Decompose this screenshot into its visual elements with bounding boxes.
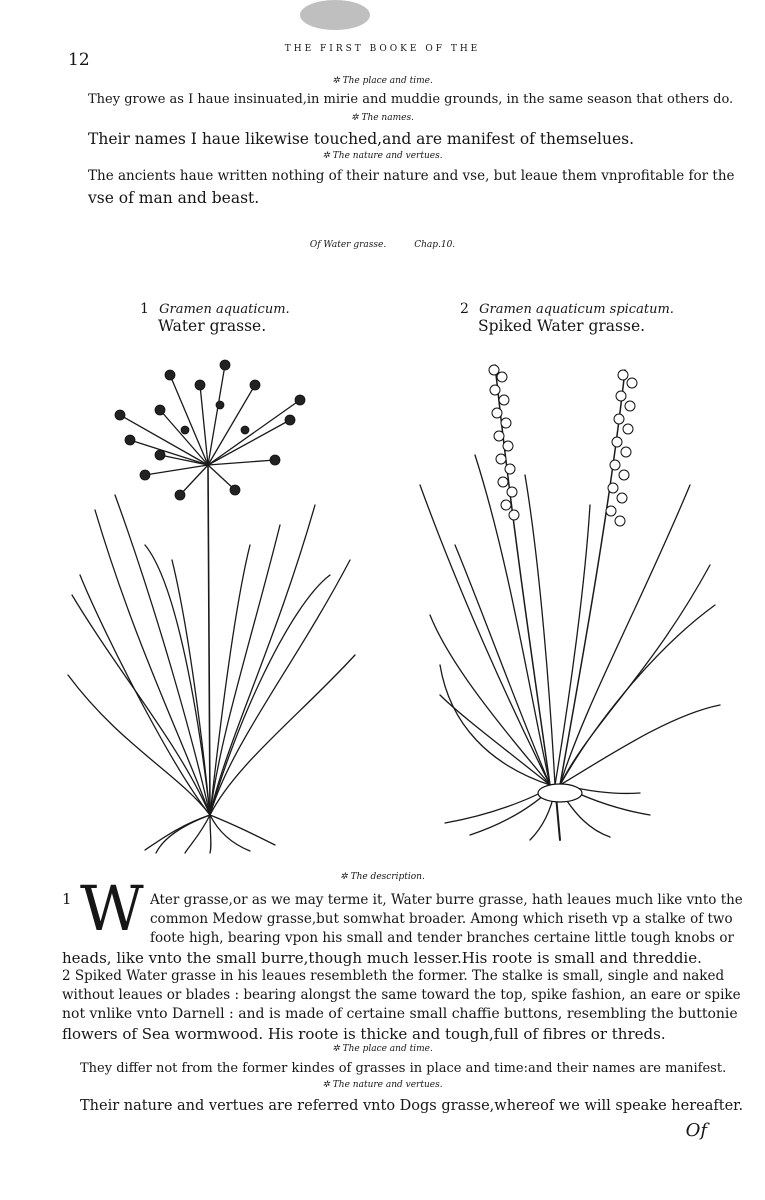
catchword: Of [685,1120,707,1141]
running-header: THE FIRST BOOKE OF THE [284,44,481,54]
description-line-5: 2 Spiked Water grasse in his leaues resembleth the former. The stalke is small, single and naked [62,968,725,984]
chapter-heading [0,240,765,250]
nature-text-line-1: The ancients haue written nothing of their nature and vse, but leaue them vnprofitable for the [88,168,735,184]
description-line-8: flowers of Sea wormwood. His roote is thicke and tough,full of fibres or threds. [62,1025,666,1043]
figure-2-english-name: Spiked Water grasse. [478,317,646,335]
figure-2-caption [460,298,674,335]
description-line-3: foote high, bearing vpon his small and tender branches certaine little tough knobs or [150,930,734,946]
figure-1-latin-name: Gramen aquaticum. [159,302,290,317]
place-time-text: They growe as I haue insinuated,in mirie and muddie grounds, in the same season that others do. [88,92,734,107]
bottom-nature-text: Their nature and vertues are referred vnto Dogs grasse,whereof we will speake hereafter. [80,1098,744,1114]
description-heading: ✲ The description. [340,872,425,882]
bottom-place-time-text: They differ not from the former kindes of grasses in place and time:and their names are manifest. [80,1061,727,1076]
figure-1-caption [140,298,290,335]
page-number: 12 [68,50,90,70]
figure-1-english-name: Water grasse. [158,317,267,335]
chapter-title: Of Water grasse. [309,240,387,250]
water-grasse-illustration [60,345,360,855]
figure-2-marker: 2 [460,301,469,317]
place-time-heading: ✲ The place and time. [332,76,433,86]
nature-heading: ✲ The nature and vertues. [322,151,443,161]
description-line-2: common Medow grasse,but somwhat broader. Among which riseth vp a stalke of two [150,911,733,927]
names-text: Their names I haue likewise touched,and are manifest of themselues. [88,130,635,148]
drop-cap-initial: W [80,872,144,945]
figure-1-marker: 1 [140,301,149,317]
spiked-water-grasse-illustration [410,345,730,850]
chapter-number: Chap.10. [414,240,456,250]
bottom-nature-heading: ✲ The nature and vertues. [322,1080,443,1090]
figure-2-latin-name: Gramen aquaticum spicatum. [479,302,674,317]
nature-text-line-2: vse of man and beast. [88,189,260,207]
description-line-1: Ater grasse,or as we may terme it, Water burre grasse, hath leaues much like vnto the [150,892,743,908]
page-stain [300,0,370,30]
names-heading: ✲ The names. [351,113,414,123]
description-line-6: without leaues or blades : bearing alongst the same toward the top, spike fashion, an eare or spike [62,987,741,1003]
description-marker-1: 1 [62,890,72,908]
description-line-4: heads, like vnto the small burre,though much lesser.His roote is small and threddie. [62,949,702,967]
description-line-7: not vnlike vnto Darnell : and is made of certaine small chaffie buttons, resembling the buttonie [62,1006,738,1022]
bottom-place-time-heading: ✲ The place and time. [332,1044,433,1054]
